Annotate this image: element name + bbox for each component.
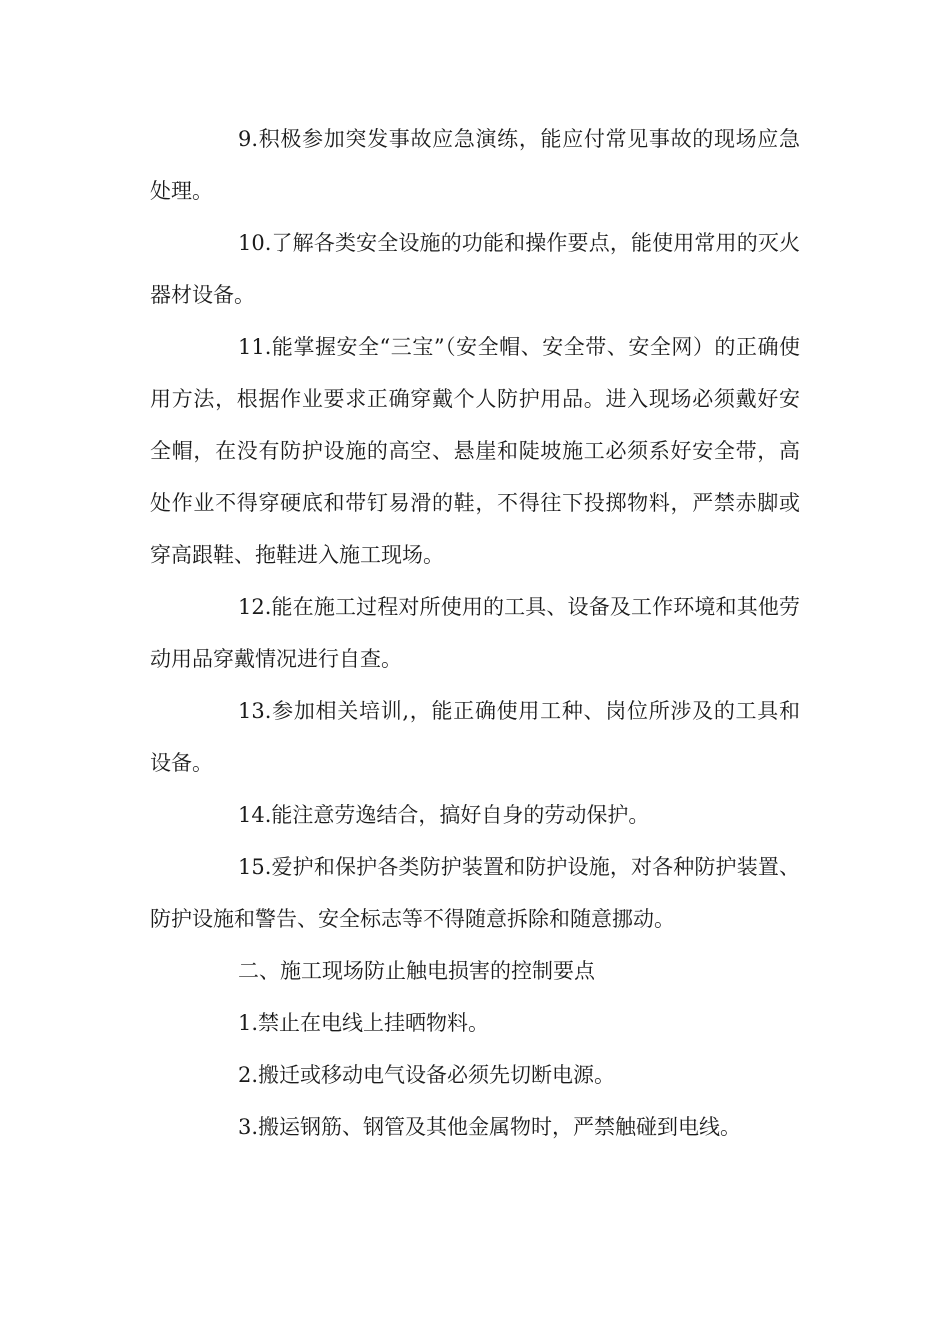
paragraph-item-2: 2.搬迁或移动电气设备必须先切断电源。 bbox=[238, 1063, 616, 1087]
paragraph-item-12: 12.能在施工过程对所使用的工具、设备及工作环境和其他劳动用品穿戴情况进行自查。 bbox=[150, 595, 800, 671]
section-heading-electric-shock: 二、施工现场防止触电损害的控制要点 bbox=[238, 959, 595, 983]
paragraph-item-9: 9.积极参加突发事故应急演练，能应付常见事故的现场应急处理。 bbox=[150, 127, 800, 203]
paragraph-item-3: 3.搬运钢筋、钢管及其他金属物时，严禁触碰到电线。 bbox=[238, 1115, 742, 1139]
paragraph-item-13: 13.参加相关培训,，能正确使用工种、岗位所涉及的工具和设备。 bbox=[150, 699, 800, 775]
document-body bbox=[150, 113, 800, 1153]
paragraph-item-1: 1.禁止在电线上挂晒物料。 bbox=[238, 1011, 490, 1035]
paragraph-item-11: 11.能掌握安全“三宝”（安全帽、安全带、安全网）的正确使用方法，根据作业要求正确穿戴个人防护用品。进入现场必须戴好安全帽，在没有防护设施的高空、悬崖和陡坡施工必须系好安全带，高处作业不得穿硬底和带钉易滑的鞋，不得往下投掷物料，严禁赤脚或穿高跟鞋、拖鞋进入施工现场。 bbox=[150, 335, 800, 567]
paragraph-item-10: 10.了解各类安全设施的功能和操作要点，能使用常用的灭火器材设备。 bbox=[150, 231, 800, 307]
paragraph-item-15: 15.爱护和保护各类防护装置和防护设施，对各种防护装置、防护设施和警告、安全标志等不得随意拆除和随意挪动。 bbox=[150, 855, 800, 931]
paragraph-item-14: 14.能注意劳逸结合，搞好自身的劳动保护。 bbox=[238, 803, 650, 827]
